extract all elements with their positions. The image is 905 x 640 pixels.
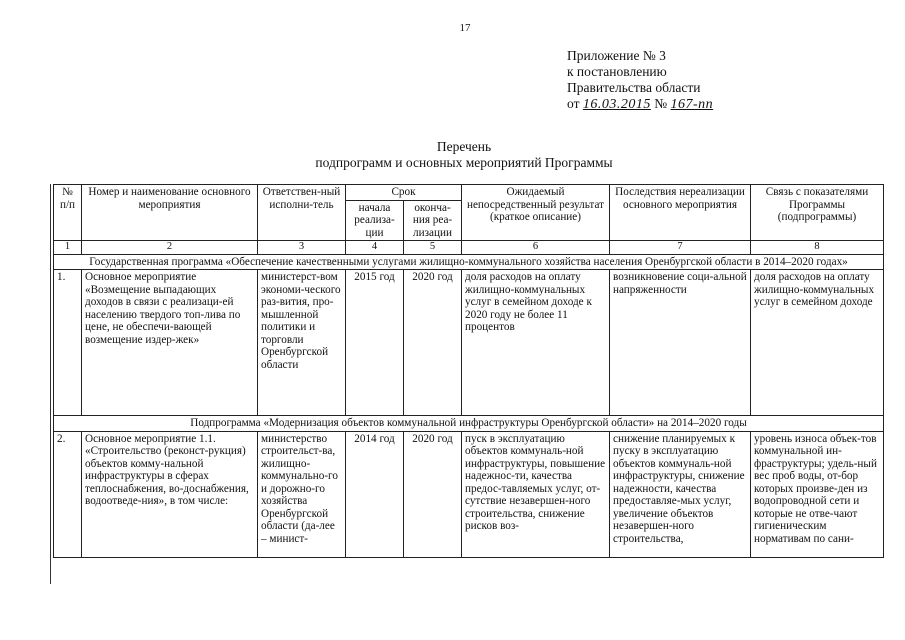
row-end: 2020 год [404, 431, 462, 557]
scan-edge-line [50, 184, 51, 584]
column-number: 6 [462, 241, 610, 255]
row-expected: пуск в эксплуатацию объектов коммуналь-ной инфраструктуры, повышение надежнос-ти, качества предос-тавляемых услуг, от-сутствие незавершен-ного строительства, снижение рисков воз- [462, 431, 610, 557]
appendix-line-1: Приложение № 3 [567, 48, 666, 63]
row-responsible: министерст-вом экономи-ческого раз-вития, про-мышленной политики и торговли Оренбургской области [258, 270, 346, 416]
row-name: Основное мероприятие «Возмещение выпадающих доходов в связи с реализаци-ей населению твердого топ-лива по цене, не обеспечи-вающей возмещение издер-жек» [82, 270, 258, 416]
row-consequences: возникновение соци-альной напряженности [610, 270, 751, 416]
header-term: Срок [346, 185, 462, 201]
appendix-from-label: от [567, 96, 580, 111]
appendix-date: 16.03.2015 [582, 97, 651, 112]
row-name: Основное мероприятие 1.1. «Строительство (реконст-рукция) объектов комму-нальной инфраструктуры в сферах теплоснабжения, во-доснабжения, водоотведе-ния», в том числе: [82, 431, 258, 557]
column-number: 7 [610, 241, 751, 255]
column-number: 3 [258, 241, 346, 255]
row-start: 2015 год [346, 270, 404, 416]
row-end: 2020 год [404, 270, 462, 416]
table-row [54, 270, 884, 416]
column-number-row [54, 241, 884, 255]
row-link: уровень износа объек-тов коммунальной ин-фраструктуры; удель-ный вес проб воды, от-бор которых произве-ден из водопроводной сети и которые не отве-чают гигиеническим нормативам по сани- [751, 431, 884, 557]
section-program-heading: Государственная программа «Обеспечение качественными услугами жилищно-коммунального хозяйства населения Оренбургской области в 2014–2020 годах» [54, 254, 884, 270]
page-number: 17 [459, 22, 471, 34]
header-responsible: Ответствен-ный исполни-тель [258, 185, 346, 241]
header-term-start: начала реализа-ции [346, 200, 404, 241]
column-number: 4 [346, 241, 404, 255]
header-link: Связь с показателями Программы (подпрограммы) [751, 185, 884, 241]
appendix-number: 167-пп [670, 97, 714, 112]
title-line-2: подпрограмм и основных мероприятий Программы [315, 155, 613, 170]
document-title [250, 139, 678, 171]
appendix-block [567, 48, 713, 113]
title-line-1: Перечень [436, 139, 492, 154]
appendix-line-3: Правительства области [567, 80, 701, 95]
header-name: Номер и наименование основного мероприятия [82, 185, 258, 241]
section-subprogram-heading: Подпрограмма «Модернизация объектов коммунальной инфраструктуры Оренбургской области» на 2014–2020 годы [54, 416, 884, 432]
row-consequences: снижение планируемых к пуску в эксплуатацию объектов коммуналь-ной инфраструктуры, снижение надежности, качества предоставляе-мых услуг, увеличение объектов незавершен-ного строительства, [610, 431, 751, 557]
column-number: 1 [54, 241, 82, 255]
column-number: 8 [751, 241, 884, 255]
appendix-line-2: к постановлению [567, 64, 667, 79]
appendix-number-label: № [654, 96, 668, 111]
row-num: 1. [54, 270, 82, 416]
column-number: 5 [404, 241, 462, 255]
row-link: доля расходов на оплату жилищно-коммунальных услуг в семейном доходе [751, 270, 884, 416]
appendix-line-4 [567, 96, 713, 113]
row-start: 2014 год [346, 431, 404, 557]
header-expected: Ожидаемый непосредственный результат (краткое описание) [462, 185, 610, 241]
header-term-end: оконча-ния реа-лизации [404, 200, 462, 241]
column-number: 2 [82, 241, 258, 255]
program-table [53, 184, 884, 558]
header-consequences: Последствия нереализации основного мероприятия [610, 185, 751, 241]
row-expected: доля расходов на оплату жилищно-коммунальных услуг в семейном доходе к 2020 году не более 11 процентов [462, 270, 610, 416]
row-responsible: министерство строительст-ва, жилищно-коммунально-го и дорожно-го хозяйства Оренбургской области (да-лее – минист- [258, 431, 346, 557]
table-row [54, 431, 884, 557]
header-num: № п/п [54, 185, 82, 241]
row-num: 2. [54, 431, 82, 557]
